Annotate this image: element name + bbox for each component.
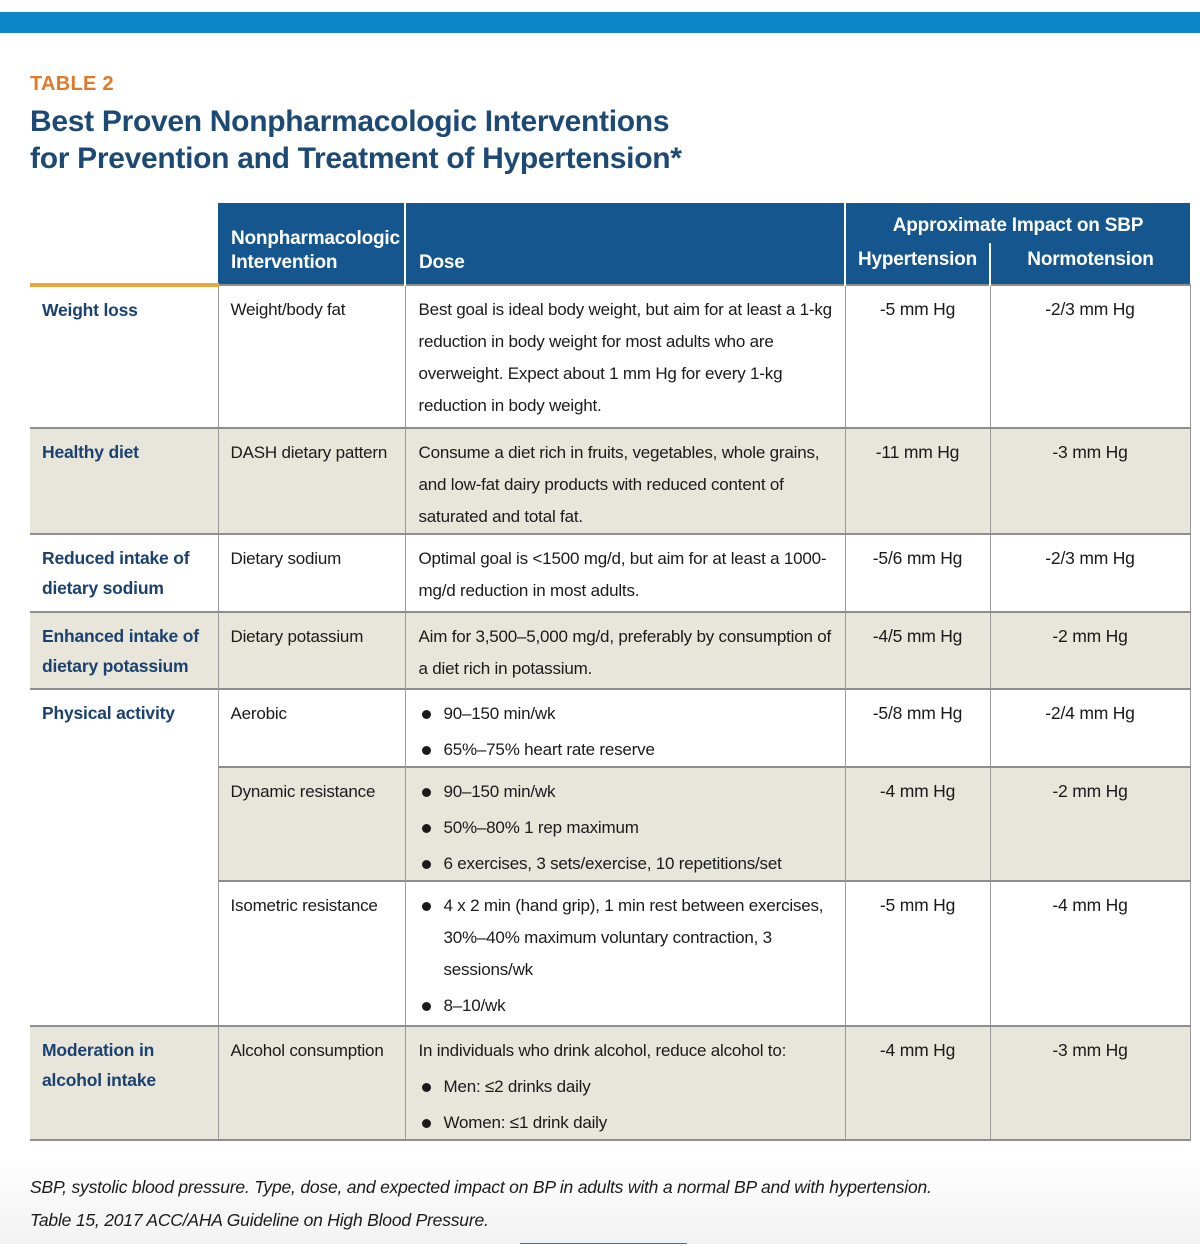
row-normotension-value: -4 mm Hg <box>990 881 1190 1026</box>
dose-bullet: 90–150 min/wk <box>419 776 835 808</box>
row-hypertension-value: -5/8 mm Hg <box>845 689 990 767</box>
row-dose: Aim for 3,500–5,000 mg/d, preferably by consumption of a diet rich in potassium. <box>405 612 845 689</box>
row-dose <box>405 1026 845 1140</box>
row-intervention: Aerobic <box>218 689 405 767</box>
page-title-line2: for Prevention and Treatment of Hypertension* <box>30 142 682 175</box>
footnote-abbreviation: SBP, systolic blood pressure. Type, dose, and expected impact on BP in adults with a normal BP and with hypertension. <box>30 1177 932 1197</box>
row-normotension-value: -2/3 mm Hg <box>990 534 1190 612</box>
row-hypertension-value: -11 mm Hg <box>845 428 990 534</box>
row-intervention: Alcohol consumption <box>218 1026 405 1140</box>
header-dose: Dose <box>405 203 845 285</box>
row-intervention: Dynamic resistance <box>218 767 405 881</box>
dose-bullet: Women: ≤1 drink daily <box>419 1107 835 1139</box>
row-category: Healthy diet <box>30 428 218 534</box>
row-dose: Best goal is ideal body weight, but aim for at least a 1-kg reduction in body weight for most adults who are overweight. Expect about 1 mm Hg for every 1-kg reduction in body weight. <box>405 285 845 428</box>
page-title-line1: Best Proven Nonpharmacologic Interventions <box>30 105 670 138</box>
row-category: Physical activity <box>30 689 218 1026</box>
row-hypertension-value: -5 mm Hg <box>845 881 990 1026</box>
row-intervention: DASH dietary pattern <box>218 428 405 534</box>
row-hypertension-value: -4/5 mm Hg <box>845 612 990 689</box>
table-row <box>30 689 1190 767</box>
row-dose: Consume a diet rich in fruits, vegetables, whole grains, and low-fat dairy products with reduced content of saturated and total fat. <box>405 428 845 534</box>
row-intervention: Isometric resistance <box>218 881 405 1026</box>
row-normotension-value: -2/3 mm Hg <box>990 285 1190 428</box>
row-hypertension-value: -4 mm Hg <box>845 1026 990 1140</box>
row-dose <box>405 767 845 881</box>
header-impact-group: Approximate Impact on SBP <box>845 203 1190 243</box>
dose-bullet: 65%–75% heart rate reserve <box>419 734 835 766</box>
row-category: Weight loss <box>30 285 218 428</box>
row-intervention: Dietary potassium <box>218 612 405 689</box>
row-intervention: Dietary sodium <box>218 534 405 612</box>
dose-bullet: 90–150 min/wk <box>419 698 835 730</box>
heading-block <box>30 73 1170 177</box>
row-normotension-value: -3 mm Hg <box>990 1026 1190 1140</box>
row-normotension-value: -2/4 mm Hg <box>990 689 1190 767</box>
header-hypertension: Hypertension <box>845 243 990 285</box>
row-dose <box>405 881 845 1026</box>
row-dose: Optimal goal is <1500 mg/d, but aim for at least a 1000-mg/d reduction in most adults. <box>405 534 845 612</box>
table-row <box>30 285 1190 428</box>
header-corner-cell <box>30 203 218 285</box>
row-category: Moderation in alcohol intake <box>30 1026 218 1140</box>
top-accent-bar <box>0 12 1200 33</box>
row-normotension-value: -2 mm Hg <box>990 612 1190 689</box>
dose-bullet: Men: ≤2 drinks daily <box>419 1071 835 1103</box>
dose-bullet: 6 exercises, 3 sets/exercise, 10 repetitions/set <box>419 848 835 880</box>
row-normotension-value: -2 mm Hg <box>990 767 1190 881</box>
dose-bullet: 50%–80% 1 rep maximum <box>419 812 835 844</box>
footnotes <box>30 1171 1170 1237</box>
row-category: Enhanced intake of dietary potassium <box>30 612 218 689</box>
row-hypertension-value: -4 mm Hg <box>845 767 990 881</box>
row-intervention: Weight/body fat <box>218 285 405 428</box>
footnote-source: Table 15, 2017 ACC/AHA Guideline on High Blood Pressure. <box>30 1210 489 1230</box>
table-row <box>30 1026 1190 1140</box>
row-dose <box>405 689 845 767</box>
table-row <box>30 534 1190 612</box>
dose-bullet: 4 x 2 min (hand grip), 1 min rest between exercises, 30%–40% maximum voluntary contraction, 3 sessions/wk <box>419 890 835 986</box>
table-label: TABLE 2 <box>30 73 114 95</box>
header-intervention: Nonpharmacologic Intervention <box>218 203 405 285</box>
row-hypertension-value: -5 mm Hg <box>845 285 990 428</box>
header-normotension: Normotension <box>990 243 1190 285</box>
row-hypertension-value: -5/6 mm Hg <box>845 534 990 612</box>
dose-intro: In individuals who drink alcohol, reduce alcohol to: <box>418 1041 787 1060</box>
row-normotension-value: -3 mm Hg <box>990 428 1190 534</box>
page-title <box>30 103 1170 177</box>
table-row <box>30 428 1190 534</box>
interventions-table <box>30 203 1191 1141</box>
table-row <box>30 612 1190 689</box>
row-category: Reduced intake of dietary sodium <box>30 534 218 612</box>
dose-bullet: 8–10/wk <box>419 990 835 1022</box>
